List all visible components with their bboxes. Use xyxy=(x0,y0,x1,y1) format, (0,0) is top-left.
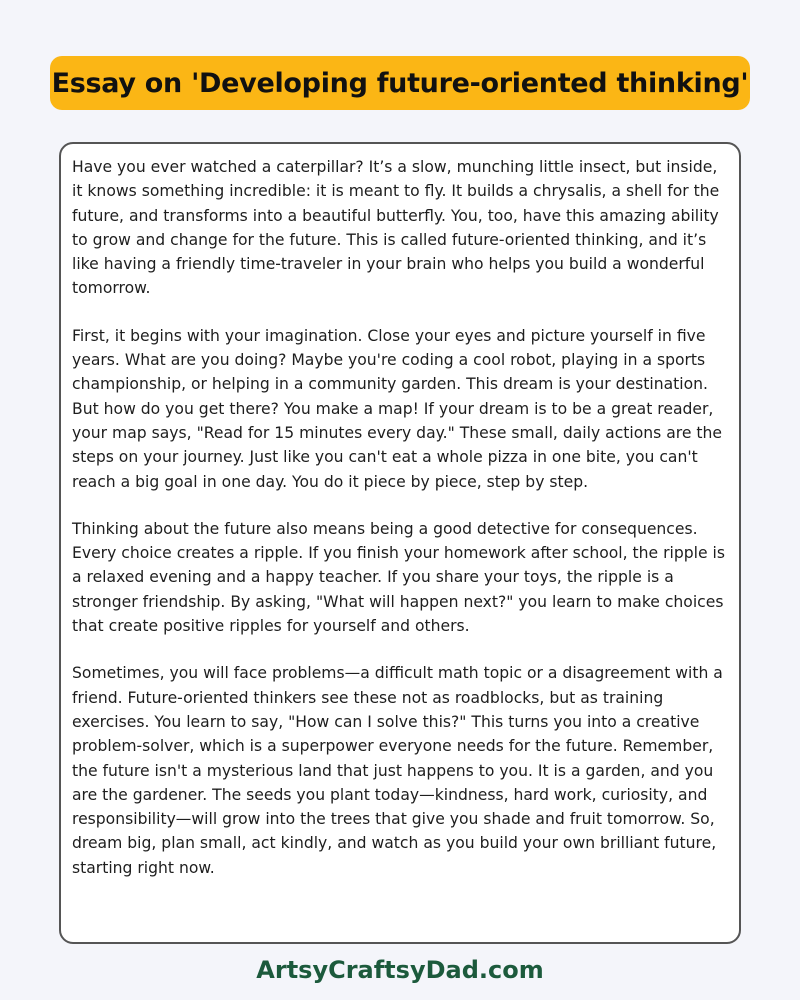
title-banner xyxy=(50,56,750,110)
essay-paragraph-2: First, it begins with your imagination. Close your eyes and picture yourself in five years. What are you doing? Maybe you're coding a cool robot, playing in a sports championship, or helping in a community garden. This dream is your destination. But how do you get there? You make a map! If your dream is to be a great reader, your map says, "Read for 15 minutes every day." These small, daily actions are the steps on your journey. Just like you can't eat a whole pizza in one bite, you can't reach a big goal in one day. You do it piece by piece, step by step. xyxy=(72,326,722,491)
page-title: Essay on 'Developing future-oriented thinking' xyxy=(51,67,749,99)
essay-paragraph-4: Sometimes, you will face problems—a difficult math topic or a disagreement with a friend. Future-oriented thinkers see these not as roadblocks, but as training exercises. You learn to say, "How can I solve this?" This turns you into a creative problem-solver, which is a superpower everyone needs for the future. Remember, the future isn't a mysterious land that just happens to you. It is a garden, and you are the gardener. The seeds you plant today—kindness, hard work, curiosity, and responsibility—will grow into the trees that give you shade and fruit tomorrow. So, dream big, plan small, act kindly, and watch as you build your own brilliant future, starting right now. xyxy=(72,664,723,877)
essay-paragraph-3: Thinking about the future also means being a good detective for consequences. Every choice creates a ripple. If you finish your homework after school, the ripple is a relaxed evening and a happy teacher. If you share your toys, the ripple is a stronger friendship. By asking, "What will happen next?" you learn to make choices that create positive ripples for yourself and others. xyxy=(72,519,725,636)
essay-box xyxy=(59,142,741,944)
essay-paragraph-1: Have you ever watched a caterpillar? It’s a slow, munching little insect, but inside, it knows something incredible: it is meant to fly. It builds a chrysalis, a shell for the future, and transforms into a beautiful butterfly. You, too, have this amazing ability to grow and change for the future. This is called future-oriented thinking, and it’s like having a friendly time-traveler in your brain who helps you build a wonderful tomorrow. xyxy=(72,158,720,298)
site-watermark: ArtsyCraftsyDad.com xyxy=(256,956,544,984)
